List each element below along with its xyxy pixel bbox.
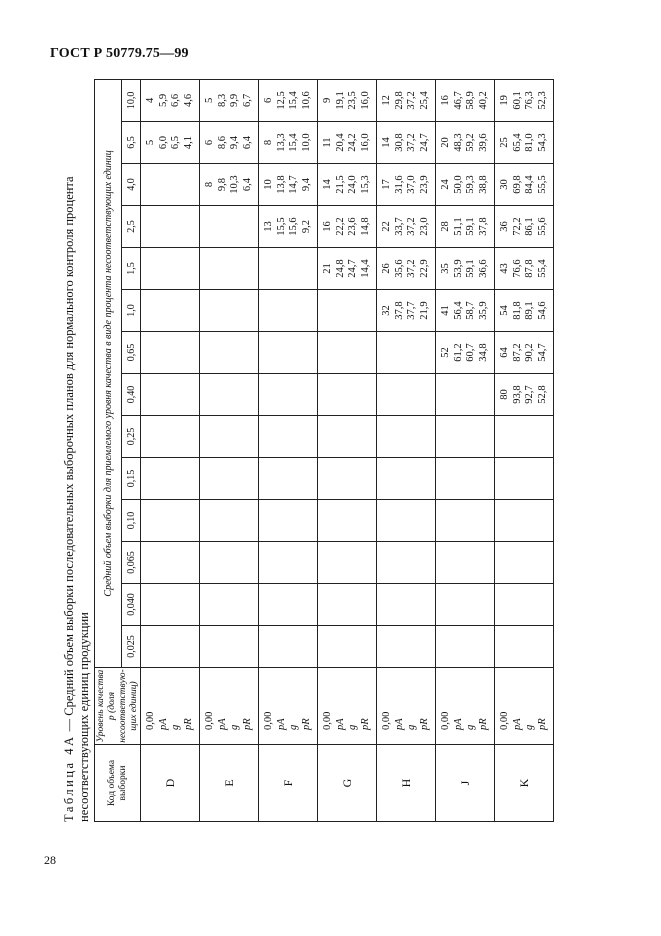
value-cell <box>141 248 200 290</box>
value-cell <box>259 458 318 500</box>
value-cell <box>259 542 318 584</box>
value-cell <box>436 500 495 542</box>
value-cell: 8 9,8 10,3 6,4 <box>200 164 259 206</box>
value-cell: 36 72,2 86,1 55,6 <box>495 206 554 248</box>
value-cell: 16 22,2 23,6 14,8 <box>318 206 377 248</box>
value-cell <box>377 332 436 374</box>
caption-text: — Средний объем выборки последовательных выборочных планов для нормального контроля процента несоответствующих единиц продукции <box>62 176 91 822</box>
document-header: ГОСТ Р 50779.75—99 <box>50 46 189 61</box>
value-cell: 52 61,2 60,7 34,8 <box>436 332 495 374</box>
sample-size-table <box>94 79 554 822</box>
quality-level-cell: 0,00 pA g pR <box>259 668 318 745</box>
quality-level-cell: 0,00 pA g pR <box>495 668 554 745</box>
value-cell <box>436 416 495 458</box>
table-row <box>200 79 259 821</box>
value-cell <box>495 584 554 626</box>
level-header: Уровень качества p (доля несоответствую-щих единиц) <box>95 669 139 743</box>
value-cell <box>436 542 495 584</box>
value-cell <box>141 164 200 206</box>
value-cell <box>495 542 554 584</box>
table-row <box>377 79 436 821</box>
value-cell: 10 13,8 14,7 9,4 <box>259 164 318 206</box>
value-cell: 14 30,8 37,2 24,7 <box>377 122 436 164</box>
aql-header-cell: 0,25 <box>122 416 141 458</box>
rotated-table-block <box>62 80 594 822</box>
value-cell <box>141 332 200 374</box>
value-cell: 20 48,3 59,2 39,6 <box>436 122 495 164</box>
value-cell: 41 56,4 58,7 35,9 <box>436 290 495 332</box>
table-row <box>436 79 495 821</box>
value-cell <box>141 290 200 332</box>
aql-header-cell: 2,5 <box>122 206 141 248</box>
aql-header-cell: 0,65 <box>122 332 141 374</box>
value-cell <box>318 332 377 374</box>
sample-code-cell: H <box>377 745 436 822</box>
caption-lead: Таблица 4А <box>62 734 76 822</box>
value-cell <box>436 584 495 626</box>
aql-header-cell: 1,5 <box>122 248 141 290</box>
value-cell: 43 76,6 87,8 55,4 <box>495 248 554 290</box>
value-cell: 11 20,4 24,2 16,0 <box>318 122 377 164</box>
value-cell <box>141 458 200 500</box>
aql-header-cell: 0,10 <box>122 500 141 542</box>
value-cell <box>318 500 377 542</box>
value-cell: 25 65,4 81,0 54,3 <box>495 122 554 164</box>
value-cell <box>141 416 200 458</box>
value-cell: 9 19,1 23,5 16,0 <box>318 79 377 121</box>
value-cell <box>200 206 259 248</box>
value-cell <box>318 542 377 584</box>
sample-code-cell: K <box>495 745 554 822</box>
table-caption <box>62 80 92 822</box>
value-cell <box>318 458 377 500</box>
aql-header-cell: 10,0 <box>122 79 141 121</box>
value-cell: 12 29,8 37,2 25,4 <box>377 79 436 121</box>
value-cell <box>377 542 436 584</box>
value-cell <box>200 458 259 500</box>
value-cell <box>377 626 436 668</box>
sample-code-cell: E <box>200 745 259 822</box>
value-cell <box>259 626 318 668</box>
value-cell <box>318 584 377 626</box>
value-cell: 64 87,2 90,2 54,7 <box>495 332 554 374</box>
value-cell <box>200 374 259 416</box>
value-cell: 28 51,1 59,1 37,8 <box>436 206 495 248</box>
value-cell <box>200 584 259 626</box>
value-cell <box>436 626 495 668</box>
value-cell <box>318 416 377 458</box>
value-cell <box>377 584 436 626</box>
value-cell: 4 5,9 6,6 4,6 <box>141 79 200 121</box>
value-cell <box>141 542 200 584</box>
value-cell <box>259 416 318 458</box>
value-cell: 6 8,6 9,4 6,4 <box>200 122 259 164</box>
value-cell <box>495 416 554 458</box>
value-cell <box>259 332 318 374</box>
value-cell <box>259 500 318 542</box>
value-cell <box>200 290 259 332</box>
quality-level-cell: 0,00 pA g pR <box>200 668 259 745</box>
value-cell: 14 21,5 24,0 15,3 <box>318 164 377 206</box>
aql-header-cell: 0,15 <box>122 458 141 500</box>
value-cell <box>495 458 554 500</box>
value-cell <box>259 584 318 626</box>
page-number: 28 <box>44 853 56 867</box>
aql-header-cell: 6,5 <box>122 122 141 164</box>
value-cell <box>259 248 318 290</box>
aql-header-cell: 4,0 <box>122 164 141 206</box>
value-cell <box>377 458 436 500</box>
quality-level-cell: 0,00 pA g pR <box>436 668 495 745</box>
quality-level-cell: 0,00 pA g pR <box>141 668 200 745</box>
value-cell: 54 81,8 89,1 54,6 <box>495 290 554 332</box>
aql-span-header: Средний объем выборки для приемлемого уровня качества в виде процента несоответствующих единиц <box>95 79 122 667</box>
value-cell: 80 93,8 92,7 52,8 <box>495 374 554 416</box>
table-row <box>141 79 200 821</box>
value-cell <box>318 626 377 668</box>
value-cell <box>436 374 495 416</box>
aql-header-cell: 0,040 <box>122 584 141 626</box>
table-row <box>318 79 377 821</box>
value-cell: 22 33,7 37,2 23,0 <box>377 206 436 248</box>
value-cell: 26 35,6 37,2 22,9 <box>377 248 436 290</box>
value-cell: 21 24,8 24,7 14,4 <box>318 248 377 290</box>
table-row <box>259 79 318 821</box>
value-cell: 13 15,5 15,6 9,2 <box>259 206 318 248</box>
aql-header-cell: 0,40 <box>122 374 141 416</box>
value-cell <box>495 626 554 668</box>
value-cell <box>200 416 259 458</box>
value-cell: 6 12,5 15,4 10,6 <box>259 79 318 121</box>
value-cell <box>200 248 259 290</box>
value-cell: 16 46,7 58,9 40,2 <box>436 79 495 121</box>
value-cell: 8 13,3 15,4 10,0 <box>259 122 318 164</box>
sample-code-cell: G <box>318 745 377 822</box>
value-cell: 24 50,0 59,3 38,8 <box>436 164 495 206</box>
value-cell <box>141 500 200 542</box>
value-cell <box>436 458 495 500</box>
value-cell <box>200 626 259 668</box>
aql-header-cell: 0,065 <box>122 542 141 584</box>
value-cell <box>141 374 200 416</box>
value-cell: 35 53,9 59,1 36,6 <box>436 248 495 290</box>
value-cell <box>377 500 436 542</box>
sample-code-cell: F <box>259 745 318 822</box>
value-cell <box>259 290 318 332</box>
value-cell <box>318 374 377 416</box>
value-cell <box>377 374 436 416</box>
value-cell: 5 8,3 9,9 6,7 <box>200 79 259 121</box>
value-cell <box>200 500 259 542</box>
table-row <box>495 79 554 821</box>
aql-header-cell: 0,025 <box>122 626 141 668</box>
quality-level-cell: 0,00 pA g pR <box>318 668 377 745</box>
value-cell: 32 37,8 37,7 21,9 <box>377 290 436 332</box>
code-header: Код объема выборки <box>95 745 141 822</box>
value-cell <box>141 206 200 248</box>
value-cell <box>259 374 318 416</box>
value-cell <box>200 542 259 584</box>
value-cell <box>141 626 200 668</box>
value-cell <box>200 332 259 374</box>
value-cell: 30 69,8 84,4 55,5 <box>495 164 554 206</box>
sample-code-cell: J <box>436 745 495 822</box>
value-cell <box>377 416 436 458</box>
value-cell <box>141 584 200 626</box>
value-cell: 17 31,6 37,0 23,9 <box>377 164 436 206</box>
value-cell: 19 60,1 76,3 52,3 <box>495 79 554 121</box>
quality-level-cell: 0,00 pA g pR <box>377 668 436 745</box>
value-cell <box>495 500 554 542</box>
aql-header-cell: 1,0 <box>122 290 141 332</box>
value-cell <box>318 290 377 332</box>
sample-code-cell: D <box>141 745 200 822</box>
value-cell: 5 6,0 6,5 4,1 <box>141 122 200 164</box>
